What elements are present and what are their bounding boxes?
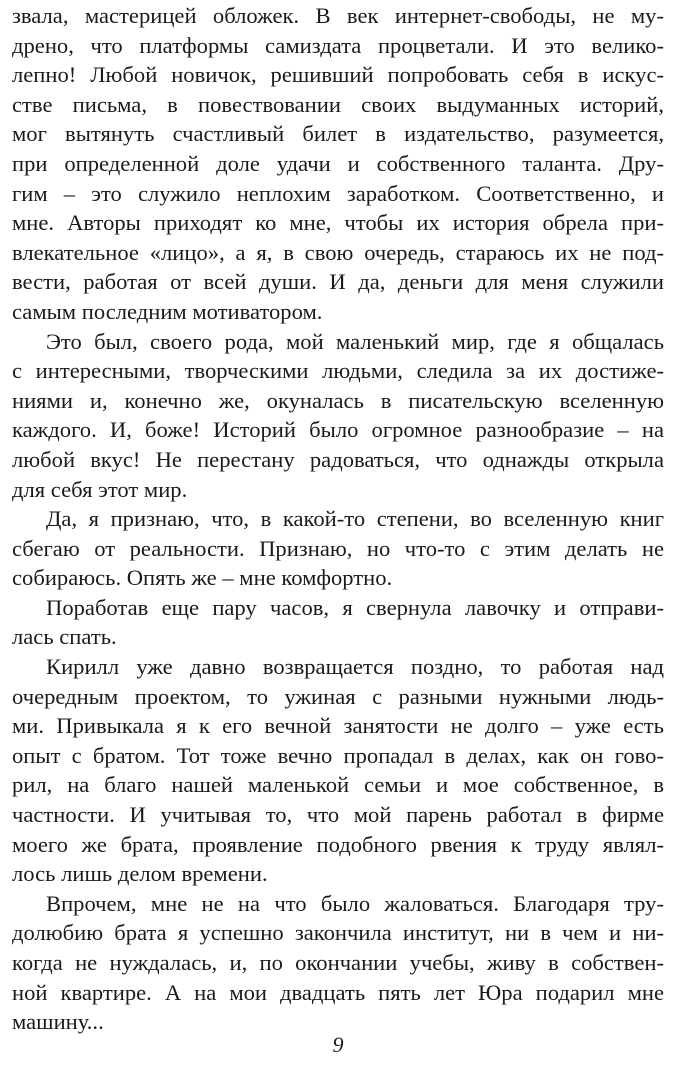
text-line: сбегаю от реальности. Признаю, но что-то с этим делать не	[12, 535, 664, 561]
text-line: ниями и, конечно же, окуналась в писательскую вселенную	[12, 387, 664, 413]
text-line: каждого. И, боже! Историй было огромное разнообразие – на	[12, 417, 664, 443]
text-line: частности. И учитывая то, что мой парень работал в фирме	[12, 802, 664, 828]
text-line: Впрочем, мне не на что было жаловаться. Благодаря тру-	[46, 890, 664, 916]
page-number: 9	[332, 1032, 344, 1057]
paragraph	[12, 652, 664, 889]
text-line: ми. Привыкала я к его вечной занятости не долго – уже есть	[12, 713, 664, 739]
text-line: лепно! Любой новичок, решивший попробовать себя в искус-	[12, 62, 664, 88]
text-line: когда не нуждалась, и, по окончании учебы, живу в собствен-	[12, 950, 664, 975]
text-line: долюбию брата я успешно закончила институт, ни в чем и ни-	[12, 920, 664, 946]
text-line: влекательное «лицо», а я, в свою очередь, стараюсь их не под-	[12, 239, 664, 265]
text-line: звала, мастерицей обложек. В век интернет-свободы, не му-	[12, 3, 664, 28]
text-line: любой вкус! Не перестану радоваться, что однажды открыла	[12, 446, 664, 472]
text-line: мог вытянуть счастливый билет в издательство, разумеется,	[12, 121, 664, 147]
text-line: при определенной доле удачи и собственного таланта. Дру-	[12, 150, 664, 176]
text-line: самым последним мотиватором.	[12, 298, 323, 324]
paragraph	[12, 889, 664, 1037]
text-line: дрено, что платформы самиздата процветали. И это велико-	[12, 32, 664, 58]
book-page	[12, 0, 664, 1068]
text-line: собираюсь. Опять же – мне комфортно.	[12, 565, 393, 591]
paragraph	[12, 504, 664, 593]
text-line: Это был, своего рода, мой маленький мир, где я общалась	[46, 328, 664, 354]
text-line: вести, работая от всей души. И да, деньги для меня служили	[12, 269, 664, 295]
text-line: рил, на благо нашей маленькой семьи и мое собственное, в	[12, 772, 664, 798]
body-text	[12, 1, 664, 1037]
text-line: лась спать.	[12, 624, 117, 650]
text-line: опыт с братом. Тот тоже вечно пропадал в делах, как он гово-	[12, 742, 664, 768]
text-line: лось лишь делом времени.	[12, 861, 268, 887]
text-line: с интересными, творческими людьми, следила за их достиже-	[12, 358, 664, 384]
paragraph	[12, 1, 664, 327]
text-line: Кирилл уже давно возвращается поздно, то работая над	[46, 654, 664, 680]
text-line: для себя этот мир.	[12, 476, 188, 502]
text-line: гим – это служило неплохим заработком. Соответственно, и	[12, 180, 664, 206]
text-line: ной квартире. А на мои двадцать пять лет Юра подарил мне	[12, 979, 664, 1005]
text-line: стве письма, в повествовании своих выдуманных историй,	[12, 91, 664, 117]
text-line: мне. Авторы приходят ко мне, чтобы их история обрела при-	[12, 210, 664, 236]
text-line: Поработав еще пару часов, я свернула лавочку и отправи-	[46, 594, 664, 620]
paragraph	[12, 327, 664, 505]
text-line: Да, я признаю, что, в какой-то степени, во вселенную книг	[46, 506, 664, 532]
text-line: очередным проектом, то ужиная с разными нужными людь-	[12, 683, 664, 709]
text-line: моего же брата, проявление подобного рвения к труду являл-	[12, 831, 664, 857]
paragraph	[12, 593, 664, 652]
text-line: машину...	[12, 1009, 104, 1035]
